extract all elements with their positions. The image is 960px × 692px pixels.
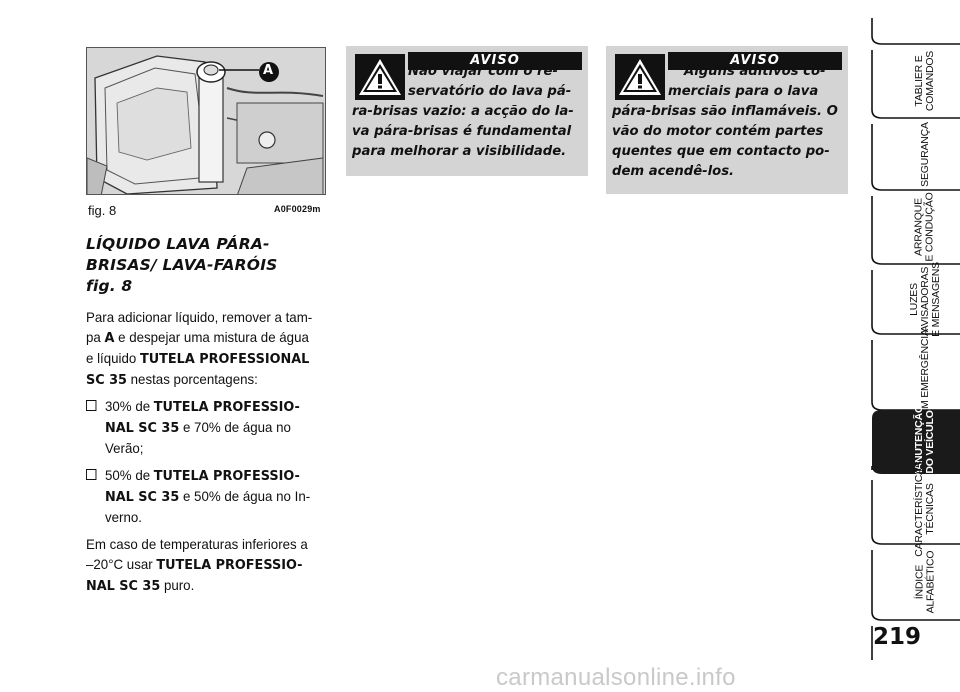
warning-line: pára-brisas são inflamáveis. O — [612, 104, 838, 119]
warning-triangle-icon — [615, 54, 665, 100]
checkbox-bullet-icon — [86, 469, 96, 480]
product-name: TUTELA PROFESSIO- — [153, 468, 300, 484]
bullet-text: 50% de — [105, 467, 154, 483]
warning-title: AVISO — [668, 52, 842, 70]
tab-label: CARACTERÍSTICAS — [913, 461, 926, 557]
intro-text: e líquido — [86, 350, 140, 366]
warning-line: merciais para o lava — [668, 84, 819, 99]
product-name: NAL SC 35 — [105, 420, 180, 436]
tab-label: TÉCNICAS — [924, 483, 937, 535]
intro-text: nestas porcentagens: — [126, 371, 258, 387]
list-item — [86, 465, 328, 527]
tab-label: ARRANQUE — [913, 198, 925, 256]
bullet-text: Verão; — [105, 440, 144, 456]
warning-line: Alguns aditivos co- — [684, 64, 826, 79]
intro-text: Para adicionar líquido, remover a tam- — [86, 309, 313, 325]
tab-arranque-conducao[interactable] — [890, 190, 960, 264]
warning-box — [346, 46, 588, 176]
tab-tablier-comandos[interactable] — [890, 44, 960, 118]
warning-line: dem acendê-los. — [612, 164, 735, 179]
warning-line: servatório do lava pá- — [408, 84, 572, 99]
watermark-text: carmanualsonline.info — [496, 664, 736, 691]
warning-line: Não viajar com o re- — [408, 64, 558, 79]
warning-line: ra-brisas vazio: a acção do la- — [352, 104, 574, 119]
tab-label: EM EMERGÊNCIA — [918, 328, 931, 416]
heading-line: BRISAS/ LAVA-FARÓIS — [86, 256, 278, 274]
product-name: NAL SC 35 — [105, 489, 180, 505]
tab-label: LUZES — [907, 282, 920, 316]
tab-label: TABLIER E — [913, 55, 925, 107]
tab-caracteristicas-tecnicas[interactable] — [890, 461, 960, 557]
tab-label: E CONDUÇÃO — [924, 192, 936, 262]
heading-line: LÍQUIDO LAVA PÁRA- — [86, 235, 270, 253]
tab-label: DO VEÍCULO — [924, 410, 937, 474]
list-item — [86, 396, 328, 458]
warning-line: vão do motor contém partes — [612, 124, 824, 139]
bullet-text: verno. — [105, 509, 142, 525]
tab-label: E MENSAGENS — [929, 261, 942, 337]
figure-code: A0F0029m — [274, 204, 321, 214]
warning-line: quentes que em contacto po- — [612, 144, 830, 159]
heading-line: fig. 8 — [86, 277, 133, 295]
warning-line: para melhorar a visibilidade. — [352, 144, 567, 159]
tab-label: AVISADORAS — [918, 266, 931, 332]
warning-line: va pára-brisas é fundamental — [352, 124, 572, 139]
figure-callout-a: A — [263, 63, 274, 78]
product-name: NAL SC 35 — [86, 578, 161, 594]
product-name: TUTELA PROFESSIONAL — [139, 351, 310, 367]
tab-seguranca[interactable] — [890, 118, 960, 190]
tab-label: COMANDOS — [924, 50, 936, 112]
tab-label: ÍNDICE — [913, 564, 925, 600]
tab-label: MANUTENÇÃO — [913, 405, 926, 479]
intro-callout: A — [104, 330, 115, 346]
warning-title: AVISO — [408, 52, 582, 70]
intro-text: pa — [86, 329, 105, 345]
bullet-text: e 70% de água no — [179, 419, 291, 435]
page-number: 219 — [873, 624, 922, 650]
bullet-text: 30% de — [105, 398, 154, 414]
main-text-column — [86, 234, 326, 602]
section-heading — [86, 234, 326, 297]
figure-caption: fig. 8 — [88, 203, 117, 218]
tab-em-emergencia[interactable] — [890, 328, 960, 416]
product-name: TUTELA PROFESSIO- — [153, 399, 300, 415]
intro-paragraph — [86, 307, 324, 390]
tab-label: ALFABÉTICO — [924, 550, 936, 614]
engine-bay-illustration — [86, 47, 326, 195]
tab-indice-alfabetico[interactable] — [890, 544, 960, 620]
product-name: SC 35 — [86, 372, 127, 388]
tab-label: SEGURANÇA — [918, 121, 931, 187]
outro-text: –20°C usar — [86, 556, 157, 572]
bullet-text: e 50% de água no In- — [179, 488, 311, 504]
chapter-tab-bar — [870, 0, 960, 692]
outro-paragraph — [86, 534, 324, 596]
outro-text: Em caso de temperaturas inferiores a — [86, 536, 308, 552]
warning-box — [606, 46, 848, 194]
outro-text: puro. — [160, 577, 195, 593]
tab-luzes-avisadoras[interactable] — [890, 261, 960, 337]
product-name: TUTELA PROFESSIO- — [156, 557, 303, 573]
intro-text: e despejar uma mistura de água — [114, 329, 309, 345]
checkbox-bullet-icon — [86, 400, 96, 411]
